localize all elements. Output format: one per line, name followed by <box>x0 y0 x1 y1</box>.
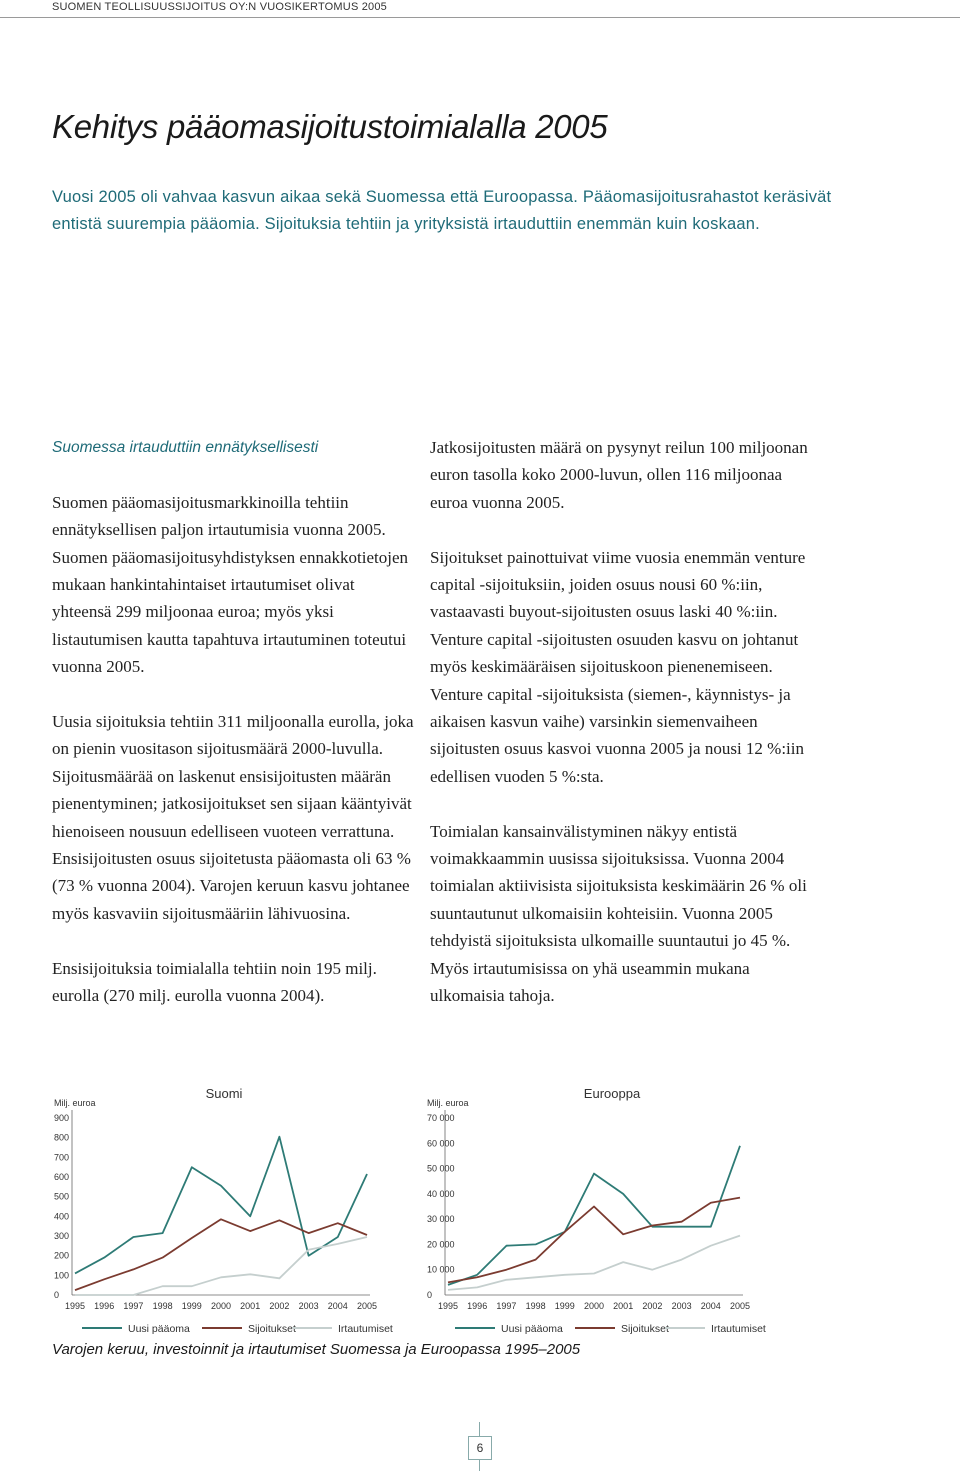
body-paragraph: Jatkosijoitusten määrä on pysynyt reilun 100 miljoonan euron tasolla koko 2000-luvun, ollen 116 miljoonaa euroa vuonna 2005. <box>430 438 808 512</box>
page-number: 6 <box>468 1436 492 1460</box>
y-tick-label: 600 <box>54 1172 70 1182</box>
y-tick-label: 100 <box>54 1270 70 1281</box>
body-paragraph: Ensisijoituksia toimialalla tehtiin noin 195 milj. eurolla (270 milj. eurolla vuonna 2004). <box>52 958 377 1006</box>
x-tick-label: 2004 <box>327 1301 348 1311</box>
right-column <box>430 434 810 1037</box>
legend-label: Uusi pääoma <box>501 1323 563 1335</box>
body-paragraph: Toimialan kansainvälistyminen näkyy entistä voimakkaammin uusissa sijoituksissa. Vuonna 2004 toimialan aktiivisista sijoituksista keskimäärin 26 % oli suuntautunut ulkomaisiin kohteisiin. Vuonna 2005 tehdyistä sijoituksista ulkomaille suuntautui jo 45 %. Myös irtautumisissa on yhä useammin mukana ulkomaisia tahoja. <box>430 821 807 1006</box>
left-column <box>52 434 417 1037</box>
x-tick-label: 2000 <box>210 1301 232 1311</box>
y-tick-label: 60 000 <box>427 1138 455 1149</box>
y-tick-label: 900 <box>54 1113 70 1123</box>
y-tick-label: 200 <box>54 1250 70 1261</box>
x-tick-label: 2002 <box>642 1301 663 1311</box>
chart-suomi <box>52 1078 432 1340</box>
section-subheading: Suomessa irtauduttiin ennätyksellisesti <box>52 439 319 456</box>
y-tick-label: 800 <box>54 1132 70 1143</box>
y-tick-label: 20 000 <box>427 1239 455 1250</box>
x-tick-label: 1996 <box>94 1301 115 1311</box>
y-tick-label: 40 000 <box>427 1188 455 1199</box>
legend-label: Sijoitukset <box>248 1323 296 1335</box>
x-tick-label: 2001 <box>613 1301 634 1311</box>
x-tick-label: 2005 <box>729 1301 751 1311</box>
series-line <box>448 1198 740 1283</box>
y-axis-label: Milj. euroa <box>427 1098 469 1108</box>
chart-eurooppa-svg <box>425 1078 805 1340</box>
x-tick-label: 1997 <box>123 1301 144 1311</box>
y-tick-label: 700 <box>54 1152 70 1163</box>
x-tick-label: 2004 <box>700 1301 721 1311</box>
x-tick-label: 1999 <box>181 1301 202 1311</box>
x-tick-label: 1995 <box>64 1301 86 1311</box>
x-tick-label: 2001 <box>240 1301 261 1311</box>
y-tick-label: 300 <box>54 1231 70 1241</box>
x-tick-label: 2002 <box>269 1301 290 1311</box>
x-tick-label: 2003 <box>298 1301 319 1311</box>
y-tick-label: 0 <box>427 1290 433 1300</box>
y-tick-label: 10 000 <box>427 1264 455 1275</box>
running-header: SUOMEN TEOLLISUUSSIJOITUS OY:N VUOSIKERTOMUS 2005 <box>52 1 388 13</box>
x-tick-label: 1996 <box>467 1301 488 1311</box>
y-axis-label: Milj. euroa <box>54 1098 96 1108</box>
figure-caption: Varojen keruu, investoinnit ja irtautumiset Suomessa ja Euroopassa 1995–2005 <box>52 1341 581 1358</box>
y-tick-label: 70 000 <box>427 1113 455 1123</box>
chart-eurooppa <box>425 1078 805 1340</box>
x-tick-label: 1998 <box>525 1301 546 1311</box>
x-tick-label: 2005 <box>356 1301 378 1311</box>
chart-title: Eurooppa <box>583 1086 641 1101</box>
chart-suomi-svg <box>52 1078 432 1340</box>
y-tick-label: 500 <box>54 1191 70 1202</box>
x-tick-label: 2003 <box>671 1301 692 1311</box>
legend-label: Sijoitukset <box>621 1323 669 1335</box>
x-tick-label: 1999 <box>554 1301 575 1311</box>
series-line <box>448 1146 740 1285</box>
x-tick-label: 2000 <box>583 1301 605 1311</box>
y-tick-label: 30 000 <box>427 1214 455 1225</box>
series-line <box>75 1219 367 1290</box>
x-tick-label: 1997 <box>496 1301 517 1311</box>
series-line <box>448 1236 740 1290</box>
series-line <box>75 1137 367 1274</box>
legend-label: Irtautumiset <box>711 1323 766 1335</box>
page-number-rule <box>479 1422 480 1436</box>
legend-label: Uusi pääoma <box>128 1323 190 1335</box>
y-tick-label: 0 <box>54 1290 60 1300</box>
y-tick-label: 400 <box>54 1211 70 1222</box>
page-title: Kehitys pääomasijoitustoimialalla 2005 <box>52 108 608 145</box>
x-tick-label: 1998 <box>152 1301 173 1311</box>
body-paragraph: Uusia sijoituksia tehtiin 311 miljoonalla eurolla, joka on pienin vuositason sijoitusmäärä 2000-luvulla. Sijoitusmäärää on laskenut ensisijoitusten määrän pienentyminen; jatkosijoitukset sen sijaan kääntyivät hienoiseen nousuun edelliseen vuoteen verrattuna. Ensisijoitusten osuus sijoitetusta pääomasta oli 63 % (73 % vuonna 2004). Varojen keruun kasvu johtanee myös kasvaviin sijoitusmääriin lähivuosina. <box>52 712 414 923</box>
body-paragraph: Sijoitukset painottuivat viime vuosia enemmän venture capital -sijoituksiin, joiden osuus nousi 60 %:iin, vastaavasti buyout-sijoitusten osuus laski 40 %:iin. Venture capital -sijoitusten osuuden kasvu on johtanut myös keskimääräisen sijoituskoon pienenemiseen. Venture capital -sijoituksista (siemen-, käynnistys- ja aikaisen kasvun vaihe) varsinkin siemenvaiheen sijoitusten osuus kasvoi vuonna 2005 ja nousi 12 %:iin edellisen vuoden 5 %:sta. <box>430 547 806 786</box>
page-number-rule <box>479 1460 480 1471</box>
intro-paragraph: Vuosi 2005 oli vahvaa kasvun aikaa sekä Suomessa että Euroopassa. Pääomasijoitusrahastot keräsivät entistä suurempia pääomia. Sijoituksia tehtiin ja yrityksistä irtauduttiin enemmän kuin koskaan. <box>52 188 832 233</box>
chart-title: Suomi <box>205 1086 243 1101</box>
x-tick-label: 1995 <box>437 1301 459 1311</box>
legend-label: Irtautumiset <box>338 1323 393 1335</box>
y-tick-label: 50 000 <box>427 1163 455 1174</box>
body-paragraph: Suomen pääomasijoitusmarkkinoilla tehtiin ennätyksellisen paljon irtautumisia vuonna 2005. Suomen pääomasijoitusyhdistyksen ennakkotietojen mukaan hankintahintaiset irtautumiset olivat yhteensä 299 miljoonaa euroa; myös yksi listautumisen kautta tapahtuva irtautuminen toteutui vuonna 2005. <box>52 492 409 677</box>
